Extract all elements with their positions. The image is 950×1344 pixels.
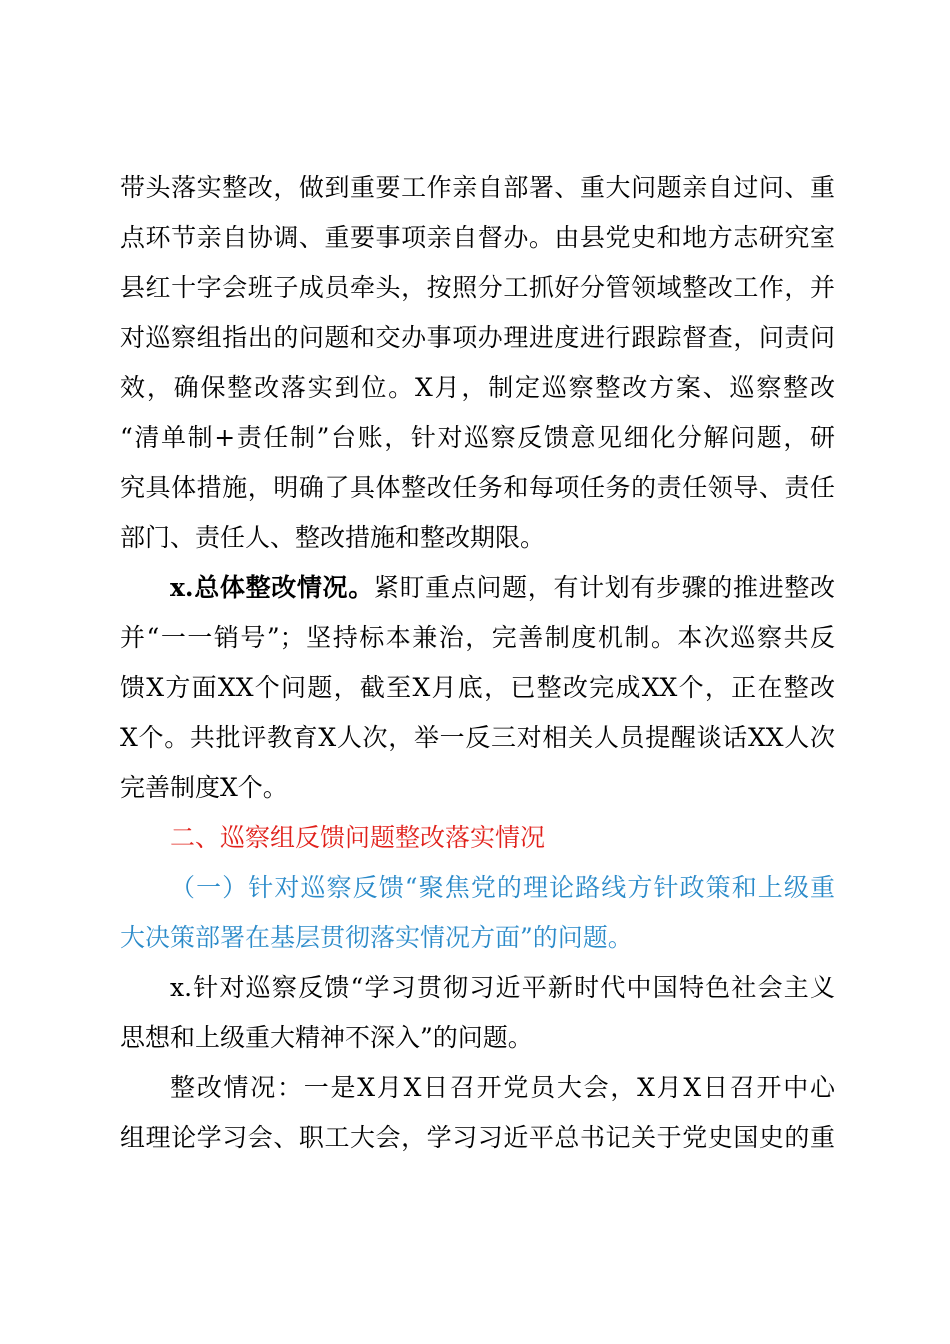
paragraph-line: 效，确保整改落实到位。X月，制定巡察整改方案、巡察整改 bbox=[120, 373, 835, 402]
rectification-line: 组理论学习会、职工大会，学习习近平总书记关于党史国史的重 bbox=[120, 1123, 835, 1152]
paragraph-line: 对巡察组指出的问题和交办事项办理进度进行跟踪督查，问责问 bbox=[120, 323, 835, 352]
overall-status-rest: 紧盯重点问题，有计划有步骤的推进整改 bbox=[373, 573, 835, 602]
paragraph-line: “清单制+责任制”台账，针对巡察反馈意见细化分解问题，研 bbox=[120, 423, 835, 452]
overall-status-lead: x.总体整改情况。 bbox=[170, 573, 374, 602]
rectification-line: 整改情况：一是X月X日召开党员大会，X月X日召开中心 bbox=[170, 1073, 835, 1102]
paragraph-line: 完善制度X个。 bbox=[120, 773, 288, 802]
paragraph-line: X个。共批评教育X人次，举一反三对相关人员提醒谈话XX人次 bbox=[120, 723, 835, 752]
subheading-line: （一）针对巡察反馈“聚焦党的理论路线方针政策和上级重 bbox=[170, 873, 835, 902]
paragraph-line: 点环节亲自协调、重要事项亲自督办。由县党史和地方志研究室 bbox=[120, 223, 835, 252]
paragraph-line: 并“一一销号”；坚持标本兼治，完善制度机制。本次巡察共反 bbox=[120, 623, 835, 652]
paragraph-line: 部门、责任人、整改措施和整改期限。 bbox=[120, 523, 546, 552]
section-heading: 二、巡察组反馈问题整改落实情况 bbox=[170, 823, 546, 852]
subheading-line: 大决策部署在基层贯彻落实情况方面”的问题。 bbox=[120, 923, 633, 952]
paragraph-line: 带头落实整改，做到重要工作亲自部署、重大问题亲自过问、重 bbox=[120, 173, 835, 202]
item-line: x.针对巡察反馈“学习贯彻习近平新时代中国特色社会主义 bbox=[170, 973, 835, 1002]
item-line: 思想和上级重大精神不深入”的问题。 bbox=[120, 1023, 533, 1052]
paragraph-line: 究具体措施，明确了具体整改任务和每项任务的责任领导、责任 bbox=[120, 473, 835, 502]
paragraph-line: 馈X方面XX个问题，截至X月底，已整改完成XX个，正在整改 bbox=[120, 673, 835, 702]
overall-status-first-line bbox=[170, 568, 835, 608]
paragraph-line: 县红十字会班子成员牵头，按照分工抓好分管领域整改工作，并 bbox=[120, 273, 835, 302]
